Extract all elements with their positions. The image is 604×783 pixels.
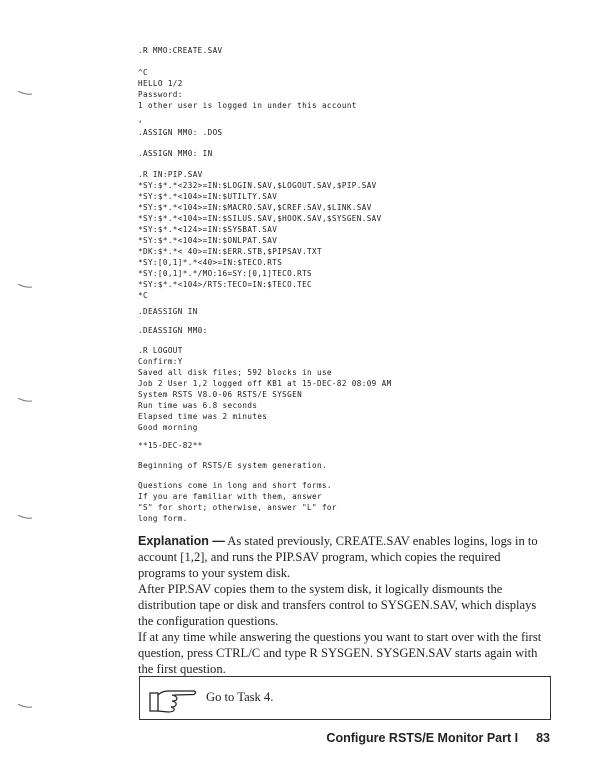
terminal-line: 1 other user is logged in under this account xyxy=(138,101,357,110)
terminal-block xyxy=(138,169,382,301)
terminal-line: HELLO 1/2 xyxy=(138,79,183,88)
terminal-line: *SY:$*.*<104>=IN:$MACRO.SAV,$CREF.SAV,$LINK.SAV xyxy=(138,203,372,212)
margin-mark xyxy=(18,704,32,708)
terminal-line: "S" for short; otherwise, answer "L" for xyxy=(138,503,337,512)
terminal-block xyxy=(138,345,392,433)
terminal-line: *SY:$*.*<104>=IN:$ONLPAT.SAV xyxy=(138,236,278,245)
terminal-block xyxy=(138,325,208,336)
terminal-line: *SY:$*.*<232>=IN:$LOGIN.SAV,$LOGOUT.SAV,$PIP.SAV xyxy=(138,181,377,190)
margin-mark xyxy=(18,284,32,288)
terminal-line: Password: xyxy=(138,90,183,99)
terminal-line: Saved all disk files; 592 blocks in use xyxy=(138,368,332,377)
terminal-block xyxy=(138,480,337,524)
terminal-line: ^C xyxy=(138,68,148,77)
terminal-block xyxy=(138,114,143,125)
terminal-block xyxy=(138,460,327,471)
explanation-paragraph xyxy=(138,533,550,581)
terminal-line: **15-DEC-82** xyxy=(138,441,203,450)
terminal-line: If you are familiar with them, answer xyxy=(138,492,322,501)
body-paragraph: After PIP.SAV copies them to the system disk, it logically dismounts the distribution tape or disk and transfers control to SYSGEN.SAV, which displays the configuration questions. xyxy=(138,582,537,628)
terminal-block xyxy=(138,306,198,317)
terminal-line: *SY:$*.*<104>/RTS:TECO=IN:$TECO.TEC xyxy=(138,280,313,289)
terminal-line: .ASSIGN MM0: IN xyxy=(138,149,213,158)
terminal-line: .DEASSIGN IN xyxy=(138,307,198,316)
terminal-line: , xyxy=(138,115,143,124)
terminal-block xyxy=(138,148,213,159)
terminal-line: Job 2 User 1,2 logged off KB1 at 15-DEC-82 08:09 AM xyxy=(138,379,392,388)
terminal-line: Beginning of RSTS/E system generation. xyxy=(138,461,327,470)
terminal-line: Run time was 6.8 seconds xyxy=(138,401,258,410)
margin-mark xyxy=(18,398,32,402)
footer-title: Configure RSTS/E Monitor Part I xyxy=(326,731,519,745)
terminal-line: .R MMO:CREATE.SAV xyxy=(138,46,223,55)
margin-mark xyxy=(18,91,32,95)
terminal-line: Good morning xyxy=(138,423,198,432)
terminal-line: *SY:[0,1]*.*<40>=IN:$TECO.RTS xyxy=(138,258,283,267)
pointing-hand-icon xyxy=(148,685,198,715)
terminal-line: Confirm:Y xyxy=(138,357,183,366)
terminal-line: .DEASSIGN MM0: xyxy=(138,326,208,335)
body-paragraph: If at any time while answering the questions you want to start over with the first question, press CTRL/C and type R SYSGEN. SYSGEN.SAV starts again with the first question. xyxy=(138,630,542,676)
terminal-line: *SY:$*.*<124>=IN:$SYSBAT.SAV xyxy=(138,225,278,234)
page-number: 83 xyxy=(536,731,550,745)
terminal-block xyxy=(138,67,357,111)
terminal-line: *SY:$*.*<104>=IN:$UTILTY.SAV xyxy=(138,192,278,201)
page-footer xyxy=(326,731,550,745)
terminal-line: .ASSIGN MM0: .DOS xyxy=(138,128,223,137)
explanation-heading: Explanation — xyxy=(138,534,225,548)
terminal-block xyxy=(138,45,223,56)
terminal-line: Questions come in long and short forms. xyxy=(138,481,332,490)
terminal-line: .R IN:PIP.SAV xyxy=(138,170,203,179)
terminal-line: Elapsed time was 2 minutes xyxy=(138,412,268,421)
terminal-block xyxy=(138,127,223,138)
terminal-line: *SY:$*.*<104>=IN:$SILUS.SAV,$HOOK.SAV,$SYSGEN.SAV xyxy=(138,214,382,223)
terminal-block xyxy=(138,440,203,451)
note-box xyxy=(139,676,551,720)
terminal-line: long form. xyxy=(138,514,188,523)
terminal-line: *SY:[0,1]*.*/MO:16=SY:[0,1]TECO.RTS xyxy=(138,269,313,278)
note-text: Go to Task 4. xyxy=(206,690,274,704)
terminal-line: *C xyxy=(138,291,148,300)
terminal-line: System RSTS V8.0-06 RSTS/E SYSGEN xyxy=(138,390,303,399)
explanation-text: As stated previously, CREATE.SAV enables logins, logs in to account [1,2], and runs the PIP.SAV program, which copies the required programs to your system disk. xyxy=(138,534,538,580)
terminal-line: .R LOGOUT xyxy=(138,346,183,355)
terminal-line: *DK:$*.*< 40>=IN:$ERR.STB,$PIPSAV.TXT xyxy=(138,247,322,256)
margin-mark xyxy=(18,515,32,519)
